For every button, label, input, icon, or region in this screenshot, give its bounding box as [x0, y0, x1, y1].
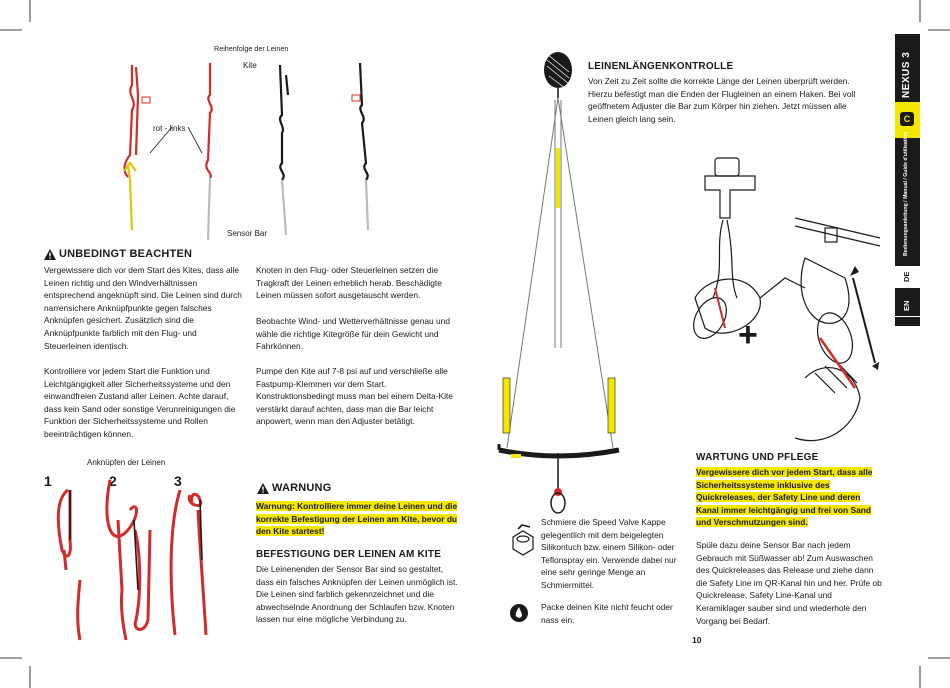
lang-tab-de[interactable]	[895, 266, 920, 288]
pack-dry-text: Packe deinen Kite nicht feucht oder nass ein.	[541, 602, 673, 625]
maintenance-body: Spüle dazu deine Sensor Bar nach jedem Gebrauch mit Süßwasser ab! Zum Auswaschen des Quickreleases das Release und ziehe dann die Safety Line im QR-Kanal hin und her. Prüfe ob Quickrelease, Safety Line-Kanal und Keramiklager sauber sind und wiederhole den Vorgang bei Bedarf.	[696, 540, 882, 626]
line-length-heading: LEINENLÄNGENKONTROLLE	[588, 61, 734, 72]
line-length-body: Von Zeit zu Zeit sollte die korrekte Länge der Leinen überprüft werden. Hierzu befestigt man die Enden der Flugleinen an einem Haken. Bei voll geöffnetem Adjuster die Bar zum Körper hin ziehen. Jetzt müssen alle Leinen gleich lang sein.	[588, 76, 856, 124]
line-order-caption: Reihenfolge der Leinen	[214, 44, 289, 53]
section-sidebar	[895, 34, 920, 336]
red-left-label: rot - links	[153, 124, 186, 133]
must-note-col2-p2: Beobachte Wind- und Wetterverhältnisse genau und wähle die richtige Kitegröße für dein Gewicht und Fahrkönnen.	[256, 316, 450, 352]
quickrelease-rinse-illustration	[685, 148, 880, 448]
plus-symbol: +	[738, 316, 758, 354]
manual-title: Bedienungsanleitung / Manual / Guide d'utilisation	[903, 131, 909, 256]
sensor-bar-label: Sensor Bar	[227, 229, 268, 238]
lang-divider	[895, 316, 920, 317]
step-1-number: 1	[44, 473, 52, 489]
attachment-body: Die Leinenenden der Sensor Bar sind so gestaltet, dass ein falsches Anknüpfen der Leinen unmöglich ist. Die Leinen sind farblich gekennzeichnet und die abwechselnde Anordnung der Schlaufen bzw. Knoten lassen nur eine mögliche Verbindung zu.	[256, 564, 458, 625]
language-tabs	[895, 131, 920, 336]
must-note-col2-p3: Pumpe den Kite auf 7-8 psi auf und verschließe alle Fastpump-Klemmen vor dem Start. Konstruktionsbedingt muss man bei einem Delta-Kite verstärkt darauf achten, dass man die Bar leicht anpowert, wenn man den Adjuster betätigt.	[256, 366, 453, 427]
lang-en-label[interactable]: EN	[902, 300, 911, 311]
speed-valve-icon	[508, 523, 538, 555]
knotting-caption: Anknüpfen der Leinen	[87, 458, 166, 467]
maintenance-heading: WARTUNG UND PFLEGE	[696, 452, 819, 463]
water-drop-icon	[510, 604, 528, 622]
line-order-illustration	[110, 55, 410, 245]
brand-logo-icon: C	[900, 112, 914, 126]
product-tab	[895, 34, 920, 102]
warning-triangle-icon	[44, 249, 56, 260]
step-3-number: 3	[174, 473, 182, 489]
warning-triangle-icon	[257, 483, 269, 494]
must-note-col2-p1: Knoten in den Flug- oder Steuerleinen setzen die Tragkraft der Leinen erheblich herab. Beschädigte Leinen müssen sofort ausgetauscht werden.	[256, 265, 442, 301]
attachment-subheading: BEFESTIGUNG DER LEINEN AM KITE	[256, 549, 442, 560]
product-name: NEXUS 3	[901, 51, 912, 98]
page-number: 10	[692, 635, 702, 645]
maintenance-highlight-text: Vergewissere dich vor jedem Start, dass alle Sicherheitssysteme inklusive des Quickreleases, der Safety Line und deren Kanal immer leichtgängig und frei von Sand und Verschmutzungen sind.	[696, 467, 873, 528]
lang-fr-label[interactable]: FR	[902, 326, 911, 336]
warning-highlight-text: Warnung: Kontrolliere immer deine Leinen und die korrekte Befestigung der Leinen am Kite, bevor du den Kite startest!	[256, 501, 458, 537]
kite-label: Kite	[243, 61, 257, 70]
warning-heading: WARNUNG	[272, 482, 332, 494]
maintenance-highlight	[696, 466, 882, 529]
lang-de-label: DE	[902, 271, 911, 282]
knotting-illustration	[40, 470, 240, 650]
must-note-heading: UNBEDINGT BEACHTEN	[59, 248, 193, 260]
warning-highlight	[256, 500, 461, 538]
must-note-col1-p2: Kontrolliere vor jedem Start die Funktion und Leichtgängigkeit aller Sicherheitssysteme und den einwandfreien Zustand aller Leinen. Achte darauf, dass kein Sand oder sonstige Verunreinigungen die Funktion der Sicherheitssysteme und Rollen beeinträchtigen können.	[44, 366, 236, 439]
must-note-col1-p1: Vergewissere dich vor dem Start des Kites, dass alle Leinen richtig und den Windverhältnissen entsprechend angeknüpft sind. Die Leinen sind durch narrensichere Anknüpfpunkte gegen falsches Anknüpfen gesichert. Zusätzlich sind die Anknüpfpunkte farblich mit den Flug- und Steuerleinen identisch.	[44, 265, 242, 351]
speed-valve-text: Schmiere die Speed Valve Kappe gelegentlich mit dem beigelegten Silikontuch bzw. einem Silikon- oder Teflonspray ein. Verwende dabei nur eine sehr geringe Menge an Schmiermittel.	[541, 517, 677, 590]
step-2-number: 2	[109, 473, 117, 489]
